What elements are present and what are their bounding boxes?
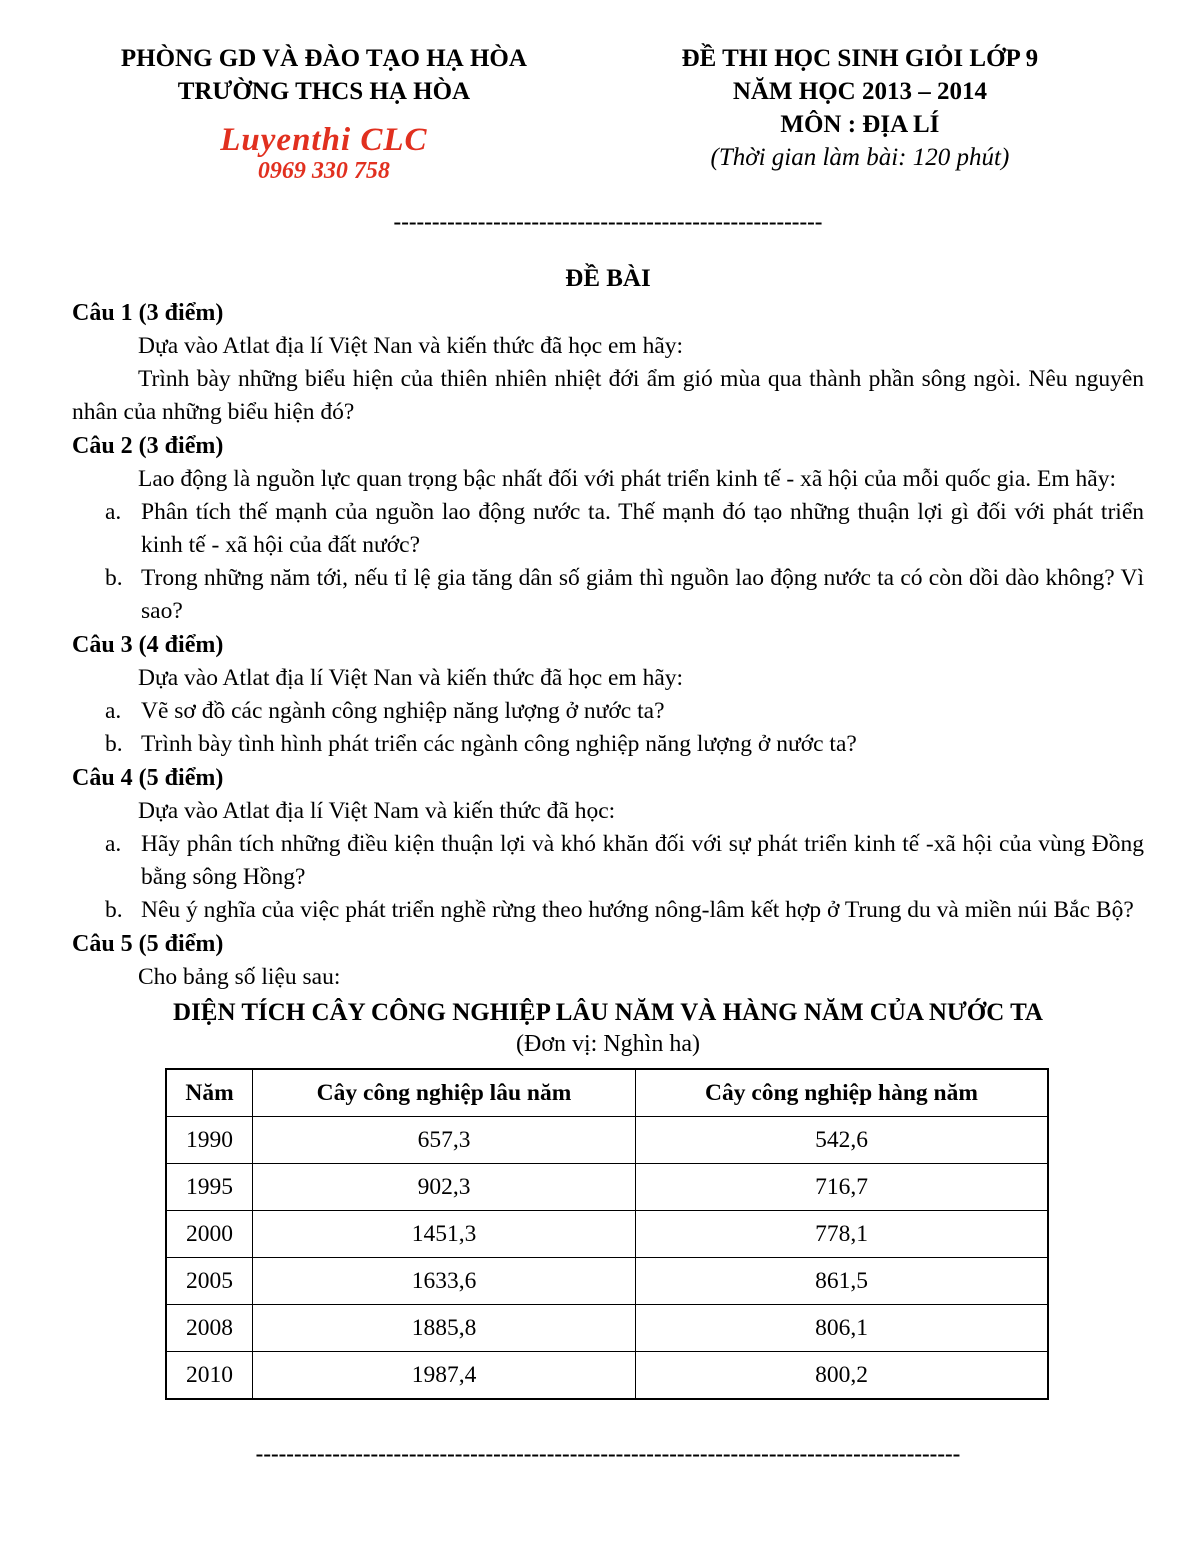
logo-brand-text: Luyenthi CLC [220, 122, 428, 158]
exam-title: ĐỀ THI HỌC SINH GIỎI LỚP 9 [681, 45, 1039, 72]
question-5-heading: Câu 5 (5 điểm) [72, 931, 224, 957]
item-label: a. [105, 831, 122, 857]
question-4 [72, 761, 1144, 927]
page-title: ĐỀ BÀI [565, 265, 651, 292]
item-text: Vẽ sơ đồ các ngành công nghiệp năng lượng ở nước ta? [141, 698, 665, 724]
question-4-paragraph: Dựa vào Atlat địa lí Việt Nam và kiến thức đã học: [138, 798, 616, 824]
question-2 [72, 429, 1144, 628]
item-label: b. [105, 565, 123, 591]
cell-year: 2000 [166, 1211, 253, 1258]
question-1 [72, 296, 1144, 429]
item-text: Hãy phân tích những điều kiện thuận lợi và khó khăn đối với sự phát triển kinh tế -xã hội của vùng Đồng bằng sông Hồng? [141, 831, 1144, 890]
cell-year: 2010 [166, 1352, 253, 1400]
question-3-heading: Câu 3 (4 điểm) [72, 632, 224, 658]
question-3-paragraph: Dựa vào Atlat địa lí Việt Nan và kiến thức đã học em hãy: [138, 665, 684, 691]
top-divider: -------------------------------------------------------- [393, 209, 823, 234]
table-row [166, 1164, 1048, 1211]
cell-annual: 542,6 [636, 1117, 1049, 1164]
cell-year: 1995 [166, 1164, 253, 1211]
table-unit-label: (Đơn vị: Nghìn ha) [516, 1031, 700, 1057]
cell-annual: 861,5 [636, 1258, 1049, 1305]
question-4-heading: Câu 4 (5 điểm) [72, 765, 224, 791]
question-4-item-a [105, 828, 1144, 894]
cell-perennial: 1451,3 [253, 1211, 636, 1258]
cell-year: 2005 [166, 1258, 253, 1305]
table-row [166, 1258, 1048, 1305]
cell-perennial: 1633,6 [253, 1258, 636, 1305]
item-label: a. [105, 698, 122, 724]
document-header [72, 42, 1144, 184]
table-row [166, 1305, 1048, 1352]
question-1-heading: Câu 1 (3 điểm) [72, 300, 224, 326]
item-label: b. [105, 731, 123, 757]
item-text: Nêu ý nghĩa của việc phát triển nghề rừng theo hướng nông-lâm kết hợp ở Trung du và miền núi Bắc Bộ? [141, 897, 1134, 923]
question-2-item-a [105, 496, 1144, 562]
table-header-row [166, 1069, 1048, 1117]
question-5-paragraph: Cho bảng số liệu sau: [138, 964, 341, 990]
question-3-item-b [105, 728, 1144, 761]
cell-annual: 716,7 [636, 1164, 1049, 1211]
item-text: Trong những năm tới, nếu tỉ lệ gia tăng dân số giảm thì nguồn lao động nước ta có còn dồi dào không? Vì sao? [141, 565, 1144, 624]
table-header-year: Năm [166, 1069, 253, 1117]
cell-annual: 778,1 [636, 1211, 1049, 1258]
question-2-heading: Câu 2 (3 điểm) [72, 433, 224, 459]
subject-line: MÔN : ĐỊA LÍ [780, 111, 940, 138]
table-title: DIỆN TÍCH CÂY CÔNG NGHIỆP LÂU NĂM VÀ HÀNG NĂM CỦA NƯỚC TA [173, 999, 1043, 1026]
question-3 [72, 628, 1144, 761]
cell-perennial: 1987,4 [253, 1352, 636, 1400]
cell-year: 2008 [166, 1305, 253, 1352]
cell-annual: 806,1 [636, 1305, 1049, 1352]
department-name: PHÒNG GD VÀ ĐÀO TẠO HẠ HÒA [120, 45, 527, 72]
question-3-item-a [105, 695, 1144, 728]
cell-year: 1990 [166, 1117, 253, 1164]
table-header-annual: Cây công nghiệp hàng năm [636, 1069, 1049, 1117]
question-2-paragraph: Lao động là nguồn lực quan trọng bậc nhất đối với phát triển kinh tế - xã hội của mỗi quốc gia. Em hãy: [138, 466, 1116, 492]
item-label: a. [105, 499, 122, 525]
cell-annual: 800,2 [636, 1352, 1049, 1400]
table-row [166, 1352, 1048, 1400]
bottom-divider: -------------------------------------------------------------------------------------------- [255, 1441, 961, 1466]
table-header-perennial: Cây công nghiệp lâu năm [253, 1069, 636, 1117]
logo [72, 122, 576, 184]
data-table [165, 1068, 1049, 1400]
logo-phone-number: 0969 330 758 [257, 158, 390, 184]
school-year: NĂM HỌC 2013 – 2014 [732, 78, 987, 105]
question-4-item-b [105, 894, 1144, 927]
table-row [166, 1117, 1048, 1164]
school-name: TRƯỜNG THCS HẠ HÒA [177, 78, 471, 105]
cell-perennial: 1885,8 [253, 1305, 636, 1352]
issuer-block [72, 42, 576, 184]
duration-line: (Thời gian làm bài: 120 phút) [710, 144, 1010, 171]
table-row [166, 1211, 1048, 1258]
item-label: b. [105, 897, 123, 923]
exam-title-block [576, 42, 1144, 184]
question-5 [72, 927, 1144, 994]
cell-perennial: 902,3 [253, 1164, 636, 1211]
item-text: Phân tích thế mạnh của nguồn lao động nước ta. Thế mạnh đó tạo những thuận lợi gì đối với phát triển kinh tế - xã hội của đất nước? [141, 499, 1144, 558]
question-1-paragraph: Trình bày những biểu hiện của thiên nhiên nhiệt đới ẩm gió mùa qua thành phần sông ngòi. Nêu nguyên nhân của những biểu hiện đó? [72, 366, 1144, 425]
question-1-paragraph: Dựa vào Atlat địa lí Việt Nan và kiến thức đã học em hãy: [138, 333, 684, 359]
question-2-item-b [105, 562, 1144, 628]
item-text: Trình bày tình hình phát triển các ngành công nghiệp năng lượng ở nước ta? [141, 731, 857, 757]
cell-perennial: 657,3 [253, 1117, 636, 1164]
